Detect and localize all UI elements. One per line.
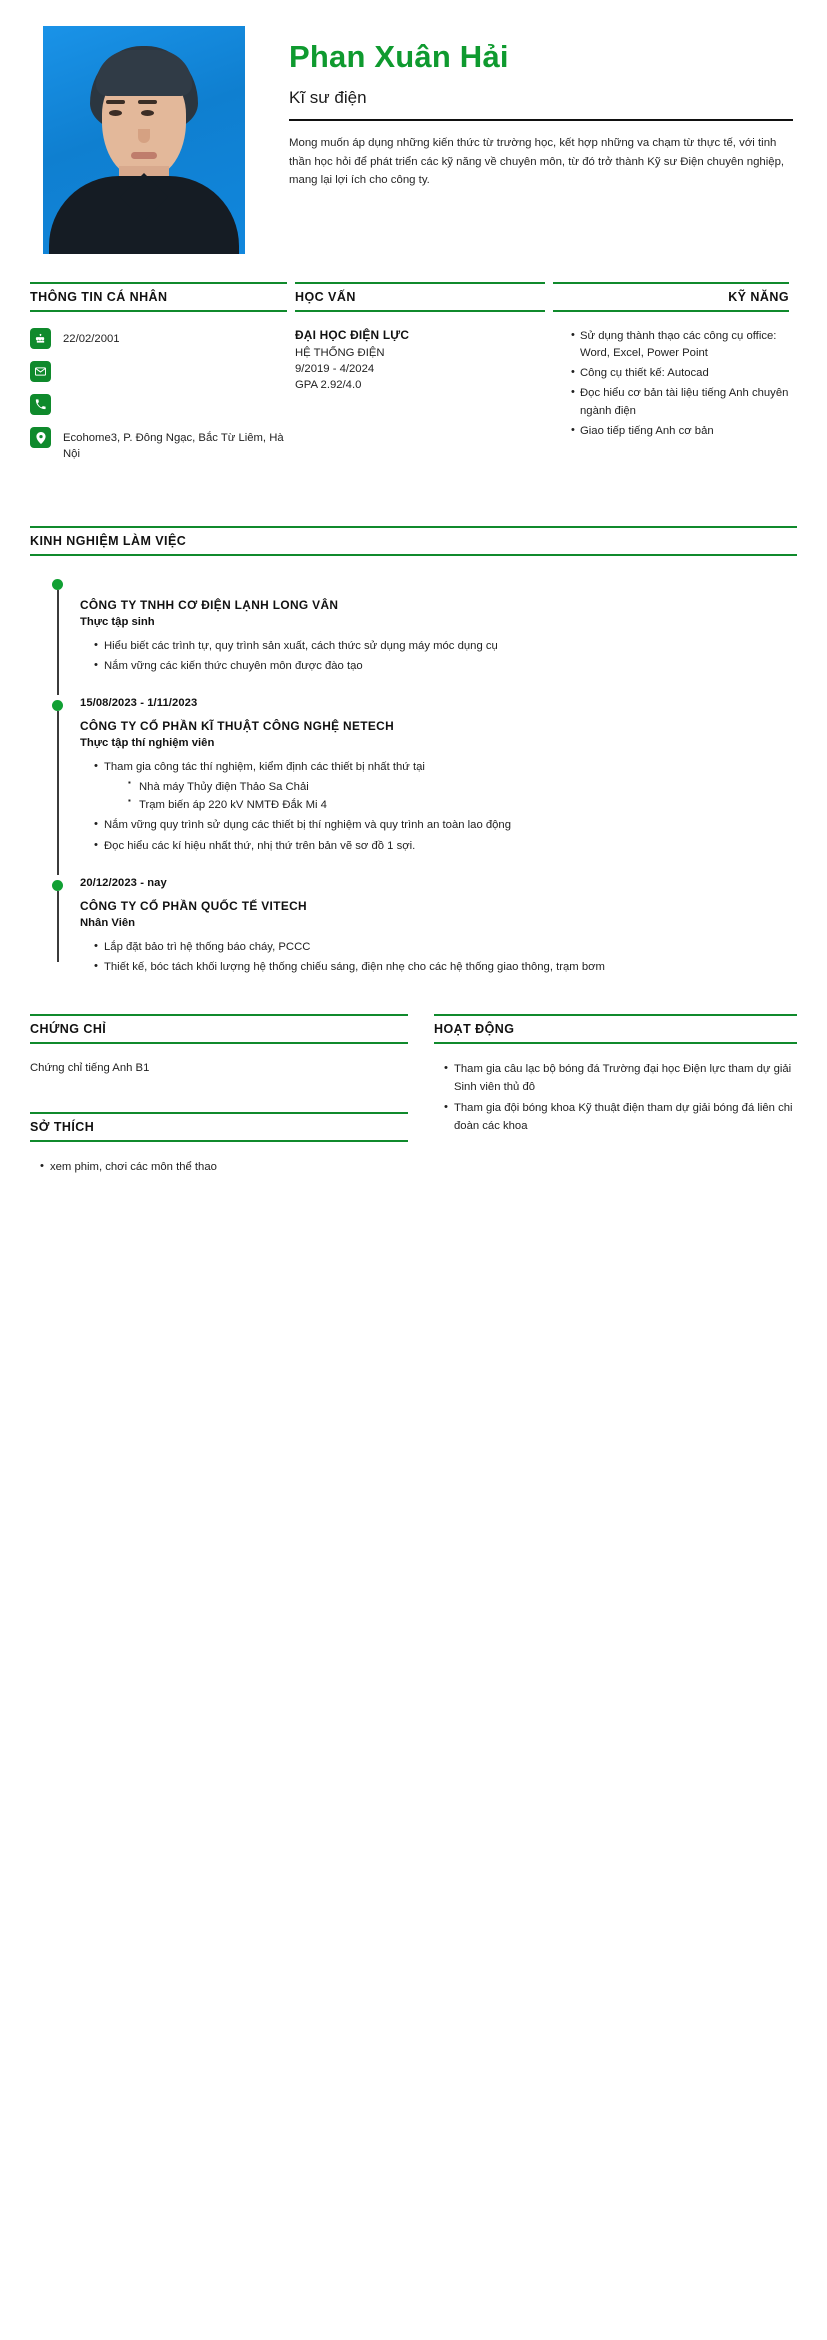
activities-column [434, 1014, 797, 1178]
contact-row-email [30, 361, 295, 383]
certificates-column [30, 1014, 434, 1178]
contact-row-birthday [30, 328, 295, 350]
experience-item [52, 877, 797, 977]
experience-company: CÔNG TY CỔ PHẦN QUỐC TẾ VITECH [80, 898, 307, 913]
experience-bullet: • Đọc hiểu các kí hiệu nhất thứ, nhị thứ trên bản vẽ sơ đồ 1 sợi. [94, 837, 797, 855]
activities-heading-label: HOẠT ĐỘNG [434, 1022, 515, 1037]
hobbies-block [30, 1112, 408, 1176]
experience-bullet-text: Tham gia công tác thí nghiệm, kiểm định các thiết bị nhất thứ tại [104, 761, 425, 774]
experience-date: 20/12/2023 - nay [80, 876, 167, 889]
education-dates: 9/2019 - 4/2024 [295, 363, 375, 375]
experience-bullet: • Nắm vững các kiến thức chuyên môn được đào tạo [94, 657, 797, 675]
skill-item: • Đọc hiểu cơ bản tài liệu tiếng Anh chuyên ngành điện [571, 385, 791, 419]
activities-heading [434, 1014, 797, 1044]
experience-bullet: • Hiểu biết các trình tự, quy trình sản xuất, cách thức sử dụng máy móc dụng cụ [94, 637, 797, 655]
contact-row-phone [30, 394, 295, 416]
education-major: HỆ THỐNG ĐIỆN [295, 347, 385, 359]
email-icon [30, 361, 51, 382]
experience-bullet: • Thiết kế, bóc tách khối lượng hệ thống chiếu sáng, điện nhẹ cho các hệ thống giao thông, trạm bơm [94, 958, 797, 976]
experience-sub-bullet: ▪ Nhà máy Thủy điện Thảo Sa Chải [128, 778, 797, 796]
location-icon [30, 427, 51, 448]
experience-date [80, 576, 797, 589]
timeline-dot-icon [52, 579, 63, 590]
phone-icon [30, 394, 51, 415]
contact-value-birthday: 22/02/2001 [63, 333, 120, 345]
experience-timeline [30, 576, 797, 977]
activities-list [434, 1060, 797, 1134]
activity-item: • Tham gia câu lạc bộ bóng đá Trường đại học Điện lực tham dự giải Sinh viên thủ đô [444, 1060, 797, 1096]
experience-heading [30, 526, 797, 556]
hobbies-list [30, 1158, 408, 1176]
education-heading [295, 282, 545, 312]
skill-item: • Sử dụng thành thạo các công cụ office: Word, Excel, Power Point [571, 328, 791, 362]
photo-eye-left [109, 110, 122, 116]
hobby-item: • xem phim, chơi các môn thể thao [40, 1158, 408, 1176]
timeline-dot-icon [52, 700, 63, 711]
candidate-job-title: Kĩ sư điện [289, 88, 367, 108]
certificate-text: Chứng chỉ tiếng Anh B1 [30, 1062, 150, 1075]
education-gpa: GPA 2.92/4.0 [295, 379, 362, 391]
education-entry [295, 328, 553, 391]
photo-brow-right [138, 100, 157, 104]
activity-item: • Tham gia đội bóng khoa Kỹ thuật điện tham dự giải bóng đá liên chi đoàn các khoa [444, 1099, 797, 1135]
timeline-line [57, 590, 59, 696]
personal-info-heading [30, 282, 287, 312]
experience-role: Thực tập thí nghiệm viên [80, 737, 215, 750]
header-text-block [289, 26, 797, 190]
education-column [295, 282, 553, 474]
birthday-icon [30, 328, 51, 349]
hobbies-heading-label: SỞ THÍCH [30, 1119, 95, 1134]
experience-item [52, 576, 797, 698]
experience-sub-bullet: ▪ Trạm biến áp 220 kV NMTĐ Đắk Mi 4 [128, 796, 797, 814]
timeline-line [57, 711, 59, 874]
experience-bullet [94, 758, 797, 814]
skill-item: • Công cụ thiết kế: Autocad [571, 365, 791, 382]
career-objective: Mong muốn áp dụng những kiến thức từ trường học, kết hợp những va chạm từ thực tế, với tinh thần học hỏi để phát triển các kỹ năng về chuyên môn, từ đó trở thành Kỹ sư Điện chuyên nghiệp, mang lại lợi ích cho công ty. [289, 137, 785, 187]
cv-header [30, 26, 797, 254]
experience-item [52, 697, 797, 876]
skill-item: • Giao tiếp tiếng Anh cơ bản [571, 423, 791, 440]
photo-fringe-shape [96, 50, 192, 96]
skills-list [553, 328, 797, 440]
personal-info-heading-label: THÔNG TIN CÁ NHÂN [30, 290, 168, 304]
experience-sub-bullets [104, 778, 797, 815]
hobbies-heading [30, 1112, 408, 1142]
experience-date: 15/08/2023 - 1/11/2023 [80, 697, 198, 710]
timeline-line [57, 891, 59, 963]
info-band [30, 282, 797, 474]
experience-bullets [80, 758, 797, 854]
contact-row-address [30, 427, 295, 463]
profile-photo [43, 26, 245, 254]
photo-brow-left [106, 100, 125, 104]
experience-role: Thực tập sinh [80, 615, 155, 628]
personal-info-column [30, 282, 295, 474]
skills-heading [553, 282, 789, 312]
education-heading-label: HỌC VẤN [295, 290, 356, 304]
skills-column [553, 282, 797, 474]
experience-company: CÔNG TY CỔ PHẦN KĨ THUẬT CÔNG NGHỆ NETECH [80, 719, 395, 734]
certificates-heading [30, 1014, 408, 1044]
experience-bullets [80, 938, 797, 977]
bottom-band [30, 1014, 797, 1178]
photo-nose [138, 129, 150, 143]
photo-mouth [131, 152, 157, 159]
skills-heading-label: KỸ NĂNG [728, 290, 789, 304]
certificates-heading-label: CHỨNG CHỈ [30, 1022, 107, 1037]
experience-heading-label: KINH NGHIỆM LÀM VIỆC [30, 533, 187, 548]
contact-list [30, 328, 295, 463]
experience-bullets [80, 637, 797, 676]
experience-bullet: • Lắp đặt bảo trì hệ thống báo cháy, PCCC [94, 938, 797, 956]
education-school: ĐẠI HỌC ĐIỆN LỰC [295, 328, 410, 342]
experience-role: Nhân Viên [80, 916, 136, 929]
photo-eye-right [141, 110, 154, 116]
experience-company: CÔNG TY TNHH CƠ ĐIỆN LẠNH LONG VÂN [80, 597, 339, 612]
candidate-name: Phan Xuân Hải [289, 39, 509, 74]
timeline-dot-icon [52, 880, 63, 891]
contact-value-address: Ecohome3, P. Đông Ngạc, Bắc Từ Liêm, Hà Nội [63, 432, 284, 461]
experience-section [30, 526, 797, 977]
header-divider [289, 119, 793, 121]
experience-bullet: • Nắm vững quy trình sử dụng các thiết bị thí nghiệm và quy trình an toàn lao động [94, 816, 797, 834]
